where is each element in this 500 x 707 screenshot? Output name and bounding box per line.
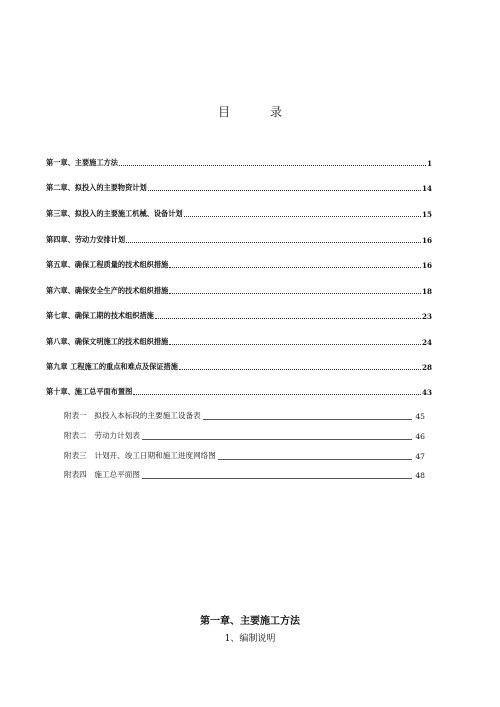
toc-entry-label: 附表一 拟投入本标段的主要施工设备表	[64, 411, 201, 420]
toc-entry-label: 第八章、确保文明施工的技术组织措施	[46, 337, 169, 346]
toc-entry[interactable]	[46, 179, 432, 193]
dot-leader	[148, 190, 421, 191]
toc-entry-label: 第十章、施工总平面布置图	[46, 387, 133, 396]
line-leader	[142, 439, 412, 440]
dot-leader	[184, 216, 421, 217]
toc-entry-page: 46	[415, 432, 425, 441]
toc-title: 目 录	[217, 105, 296, 119]
toc-entry-page: 15	[421, 210, 432, 219]
toc-entry-page: 14	[421, 184, 432, 193]
toc-entry-page: 18	[421, 287, 432, 296]
toc-entry-page: 16	[421, 236, 432, 245]
toc-entry-page: 24	[421, 338, 432, 347]
toc-entry-page: 45	[415, 412, 425, 421]
dot-leader	[133, 394, 421, 395]
toc-entry-page: 1	[426, 159, 432, 168]
dot-leader	[179, 369, 421, 370]
toc-entry[interactable]	[46, 333, 432, 347]
toc-entry-label: 第七章、确保工期的技术组织措施	[46, 311, 154, 320]
toc-entry-label: 第六章、确保安全生产的技术组织措施	[46, 286, 169, 295]
toc-appendix-entry[interactable]	[64, 407, 425, 421]
toc-entry-page: 48	[415, 471, 425, 480]
toc-entry-page: 16	[421, 261, 432, 270]
chapter-heading: 第一章、主要施工方法	[200, 616, 300, 627]
toc-appendix-entry[interactable]	[64, 466, 425, 480]
toc-entry-label: 附表四 施工总平面图	[64, 470, 140, 479]
toc-appendix-entry[interactable]	[64, 427, 425, 441]
toc-entry[interactable]	[46, 307, 432, 321]
toc-entry[interactable]	[46, 358, 432, 372]
section-heading: 1、编制说明	[224, 634, 276, 644]
dot-leader	[155, 318, 421, 319]
toc-entry[interactable]	[46, 383, 432, 397]
toc-entry-page: 28	[421, 363, 432, 372]
toc-entry-label: 第四章、劳动力安排计划	[46, 235, 126, 244]
line-leader	[203, 419, 413, 420]
toc-entry[interactable]	[46, 256, 432, 270]
line-leader	[218, 459, 412, 460]
toc-entry-page: 43	[421, 388, 432, 397]
toc-entry[interactable]	[46, 154, 432, 168]
line-leader	[142, 478, 412, 479]
toc-entry-label: 第五章、确保工程质量的技术组织措施	[46, 260, 169, 269]
toc-entry[interactable]	[46, 231, 432, 245]
toc-entry-label: 第一章、主要施工方法	[46, 158, 118, 167]
dot-leader	[119, 165, 426, 166]
toc-entry-label: 附表三 计划开、竣工日期和施工进度网络图	[64, 451, 216, 460]
dot-leader	[169, 344, 421, 345]
toc-appendix-entry[interactable]	[64, 447, 425, 461]
dot-leader	[169, 267, 421, 268]
toc-entry-label: 附表二 劳动力计划表	[64, 431, 140, 440]
toc-entry-label: 第二章、拟投入的主要物资计划	[46, 183, 147, 192]
toc-entry-page: 47	[415, 452, 425, 461]
toc-entry[interactable]	[46, 205, 432, 219]
toc-entry[interactable]	[46, 282, 432, 296]
dot-leader	[126, 242, 421, 243]
toc-entry-label: 第三章、拟投入的主要施工机械、设备计划	[46, 209, 183, 218]
toc-entry-page: 23	[421, 312, 432, 321]
dot-leader	[169, 293, 421, 294]
toc-entry-label: 第九章 工程施工的重点和难点及保证措施	[46, 362, 178, 371]
